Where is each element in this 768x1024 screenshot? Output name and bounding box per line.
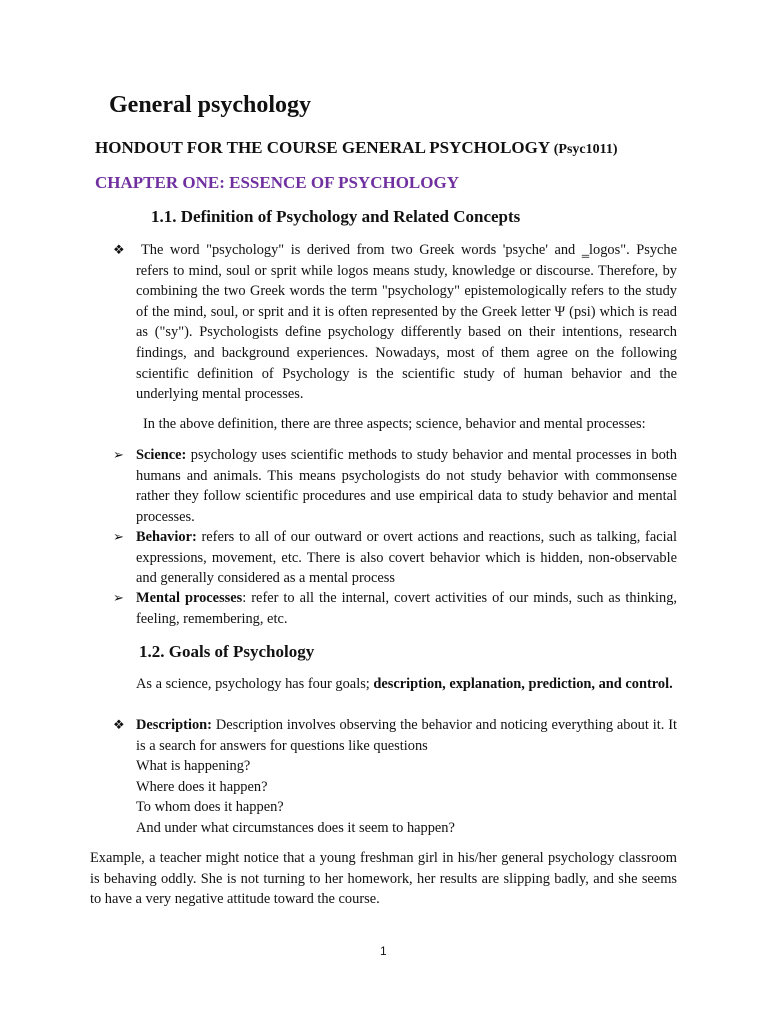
question-item: To whom does it happen? bbox=[136, 799, 284, 816]
subtitle-text: HONDOUT FOR THE COURSE GENERAL PSYCHOLOGY bbox=[95, 138, 550, 157]
goals-paragraph bbox=[136, 674, 677, 695]
question-item: Where does it happen? bbox=[136, 778, 268, 795]
arrow-bullet-icon: ➢ bbox=[113, 590, 124, 605]
page-number: 1 bbox=[380, 944, 387, 958]
aspect-text: refers to all of our outward or overt actions and reactions, such as talking, facial expressions, movement, etc. There is also covert behavior which is hidden, non-observable and generally considered as a mental process bbox=[136, 529, 677, 587]
goals-intro: As a science, psychology has four goals; bbox=[136, 676, 374, 692]
aspect-text: : refer to all the internal, covert activities of our minds, such as thinking, feeling, remembering, etc. bbox=[136, 590, 677, 627]
document-title: General psychology bbox=[109, 92, 311, 118]
section-heading-1-2: 1.2. Goals of Psychology bbox=[139, 642, 315, 661]
arrow-bullet-icon: ➢ bbox=[113, 529, 124, 544]
description-text: Description involves observing the behavior and noticing everything about it. It is a search for answers for questions like questions bbox=[136, 717, 677, 754]
diamond-bullet-icon: ❖ bbox=[113, 717, 125, 732]
aspect-term: Mental processes bbox=[136, 590, 243, 606]
aspect-term: Behavior: bbox=[136, 529, 197, 545]
diamond-bullet-icon: ❖ bbox=[113, 242, 125, 257]
goals-list: description, explanation, prediction, and control. bbox=[373, 676, 673, 692]
example-paragraph: Example, a teacher might notice that a young freshman girl in his/her general psychology classroom is behaving oddly. She is not turning to her homework, her results are slipping badly, and she seems to have a very negative attitude toward the course. bbox=[90, 850, 677, 908]
description-paragraph bbox=[136, 715, 677, 839]
aspect-term: Science: bbox=[136, 447, 187, 463]
aspect-text: psychology uses scientific methods to study behavior and mental processes in both humans and animals. This means psychologists do not study behavior with commonsense rather they follow scientific procedures and use empirical data to study behavior and mental processes. bbox=[136, 447, 677, 525]
arrow-bullet-icon: ➢ bbox=[113, 447, 124, 462]
aspect-behavior bbox=[136, 527, 677, 589]
aspects-intro: In the above definition, there are three aspects; science, behavior and mental processes: bbox=[143, 416, 646, 432]
aspect-science bbox=[136, 445, 677, 527]
section-heading-1-1: 1.1. Definition of Psychology and Related Concepts bbox=[151, 207, 521, 226]
description-term: Description: bbox=[136, 717, 212, 733]
question-item: And under what circumstances does it seem to happen? bbox=[136, 819, 455, 836]
handout-subtitle bbox=[95, 138, 618, 158]
chapter-heading: CHAPTER ONE: ESSENCE OF PSYCHOLOGY bbox=[95, 173, 459, 192]
question-item: What is happening? bbox=[136, 758, 251, 775]
aspect-mental-processes bbox=[136, 588, 677, 629]
definition-paragraph: The word "psychology" is derived from two Greek words 'psyche' and ‗logos". Psyche refers to mind, soul or sprit while logos means study, knowledge or discourse. Therefore, by combining the two Greek words the term "psychology" epistemologically refers to the study of the mind, soul, or sprit and it is often represented by the Greek letter Ψ (psi) which is read as ("sy"). Psychologists define psychology differently based on their intentions, research findings, and background experiences. Nowadays, most of them agree on the following scientific definition of Psychology is the scientific study of human behavior and the underlying mental processes. bbox=[136, 242, 677, 403]
course-code: (Psyc1011) bbox=[553, 142, 618, 157]
